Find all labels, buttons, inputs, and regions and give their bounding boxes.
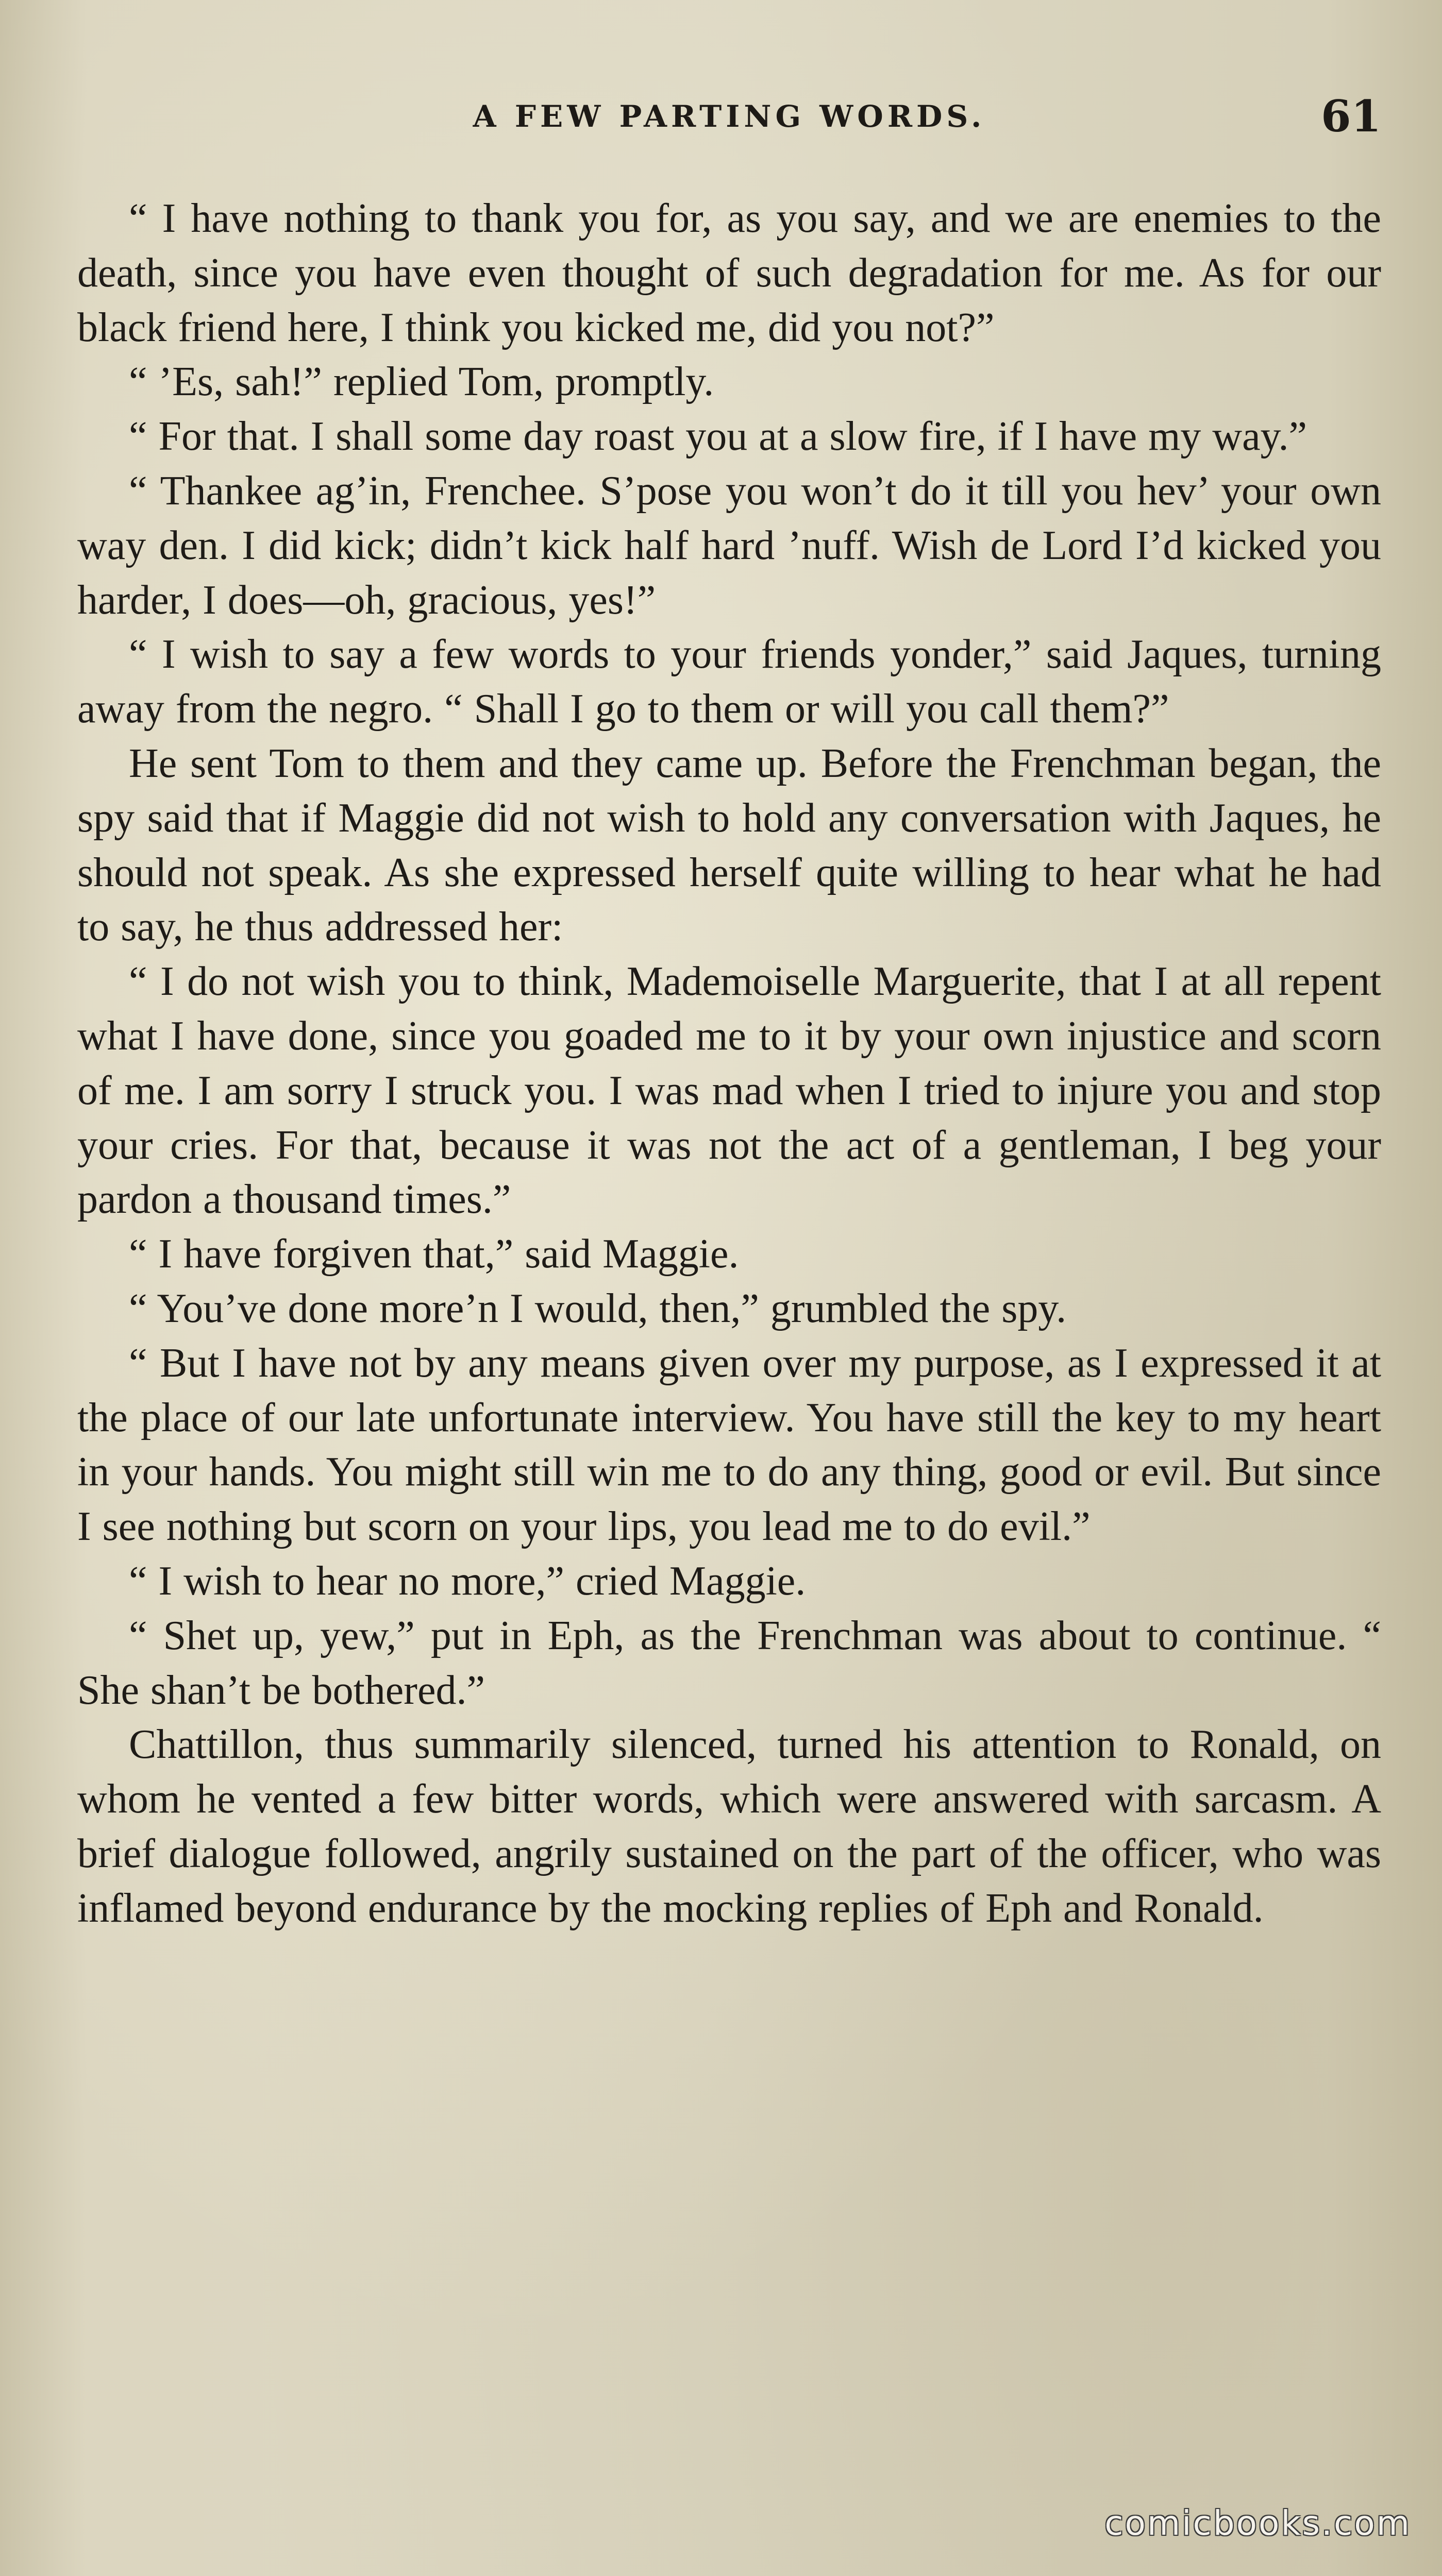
paragraph: “ For that. I shall some day roast you at a slow fire, if I have my way.” <box>129 414 1307 460</box>
watermark: comicbooks.com <box>1104 2503 1411 2543</box>
page-header <box>77 87 1381 148</box>
paragraph: “ I do not wish you to think, Mademoiselle Marguerite, that I at all repent what I have done, since you goaded me to it by your own injustice and scorn of me. I am sorry I struck you. I was mad when I tried to injure you and stop your cries. For that, because it was not the act of a gentleman, I beg your pardon a thousand times.” <box>77 959 1381 1223</box>
paragraph: “ Shet up, yew,” put in Eph, as the Frenchman was about to continue. “ She shan’t be bothered.” <box>77 1613 1381 1713</box>
paragraph: He sent Tom to them and they came up. Before the Frenchman began, the spy said that if Maggie did not wish to hold any conversation with Jaques, he should not speak. As she expressed herself quite willing to hear what he had to say, he thus addressed her: <box>77 740 1381 950</box>
paragraph: “ ’Es, sah!” replied Tom, promptly. <box>129 359 714 405</box>
page-number: 61 <box>1321 91 1381 142</box>
paragraph: “ I have forgiven that,” said Maggie. <box>129 1231 739 1277</box>
paragraph: “ Thankee ag’in, Frenchee. S’pose you won’t do it till you hev’ your own way den. I did kick; didn’t kick half hard ’nuff. Wish de Lord I’d kicked you harder, I does—oh, gracious, yes!” <box>77 468 1381 623</box>
paragraph: Chattillon, thus summarily silenced, turned his attention to Ronald, on whom he vented a few bitter words, which were answered with sarcasm. A brief dialogue followed, angrily sustained on the part of the officer, who was inflamed beyond endurance by the mocking replies of Eph and Ronald. <box>77 1722 1381 1931</box>
paragraph: “ I wish to hear no more,” cried Maggie. <box>129 1558 806 1604</box>
body-text <box>77 192 1381 1936</box>
paragraph: “ But I have not by any means given over my purpose, as I expressed it at the place of our late unfortunate interview. You have still the key to my heart in your hands. You might still win me to do any thing, good or evil. But since I see nothing but scorn on your lips, you lead me to do evil.” <box>77 1340 1381 1550</box>
paragraph: “ You’ve done more’n I would, then,” grumbled the spy. <box>129 1285 1067 1331</box>
running-title: A FEW PARTING WORDS. <box>473 99 986 134</box>
paragraph: “ I wish to say a few words to your friends yonder,” said Jaques, turning away from the negro. “ Shall I go to them or will you call them?” <box>77 632 1381 732</box>
paragraph: “ I have nothing to thank you for, as you say, and we are enemies to the death, since you have even thought of such degradation for me. As for our black friend here, I think you kicked me, did you not?” <box>77 196 1381 350</box>
